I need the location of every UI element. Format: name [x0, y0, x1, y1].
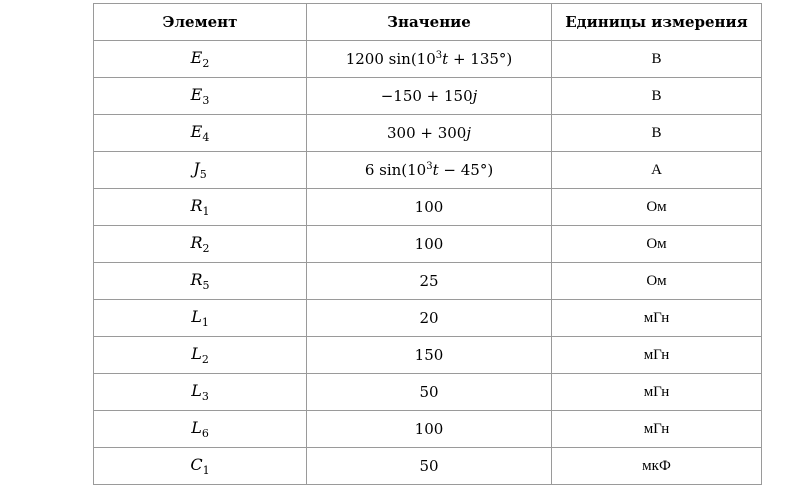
element-symbol-cell	[94, 152, 307, 189]
element-unit: Ом	[552, 226, 762, 263]
element-symbol-cell	[94, 78, 307, 115]
element-symbol: $R_1$	[190, 195, 210, 219]
table-body	[94, 41, 762, 485]
element-symbol-cell	[94, 411, 307, 448]
element-value: 1200 $\sin(10^3t + 135^\circ)$	[307, 41, 552, 78]
element-symbol-cell	[94, 115, 307, 152]
element-symbol-cell	[94, 226, 307, 263]
element-symbol-cell	[94, 41, 307, 78]
element-value: −150 + 150j	[307, 78, 552, 115]
table-row	[94, 226, 762, 263]
element-unit: мГн	[552, 300, 762, 337]
element-unit: В	[552, 115, 762, 152]
element-value: 100	[307, 189, 552, 226]
table-row	[94, 337, 762, 374]
element-symbol: $R_2$	[190, 232, 210, 256]
element-value: 100	[307, 226, 552, 263]
table-row	[94, 448, 762, 485]
table-row	[94, 78, 762, 115]
element-unit: Ом	[552, 263, 762, 300]
element-value: 100	[307, 411, 552, 448]
element-value: 300 + 300j	[307, 115, 552, 152]
element-value: 6 $\sin(10^3t - 45^\circ)$	[307, 152, 552, 189]
element-symbol: $C_1$	[190, 454, 210, 478]
element-unit: В	[552, 78, 762, 115]
header-element: Элемент	[94, 4, 307, 41]
table-row	[94, 374, 762, 411]
table-row	[94, 115, 762, 152]
header-row	[94, 4, 762, 41]
element-value: 150	[307, 337, 552, 374]
element-value: 25	[307, 263, 552, 300]
element-unit: А	[552, 152, 762, 189]
element-symbol-cell	[94, 189, 307, 226]
element-symbol-cell	[94, 300, 307, 337]
element-symbol: $R_5$	[190, 269, 210, 293]
element-symbol-cell	[94, 337, 307, 374]
table-row	[94, 300, 762, 337]
element-unit: В	[552, 41, 762, 78]
element-symbol: $E_2$	[190, 47, 210, 71]
element-symbol: $E_4$	[190, 121, 210, 145]
table-row	[94, 152, 762, 189]
element-value: 50	[307, 374, 552, 411]
element-symbol-cell	[94, 448, 307, 485]
parameters-table	[93, 3, 762, 485]
table-row	[94, 411, 762, 448]
element-unit: Ом	[552, 189, 762, 226]
element-unit: мГн	[552, 374, 762, 411]
element-symbol: $J_5$	[193, 158, 207, 182]
element-symbol: $L_6$	[191, 417, 209, 441]
element-symbol: $L_3$	[191, 380, 209, 404]
table-row	[94, 189, 762, 226]
header-value: Значение	[307, 4, 552, 41]
table-row	[94, 41, 762, 78]
element-symbol-cell	[94, 374, 307, 411]
element-unit: мкФ	[552, 448, 762, 485]
element-symbol: $L_2$	[191, 343, 209, 367]
element-unit: мГн	[552, 337, 762, 374]
element-value: 20	[307, 300, 552, 337]
element-symbol-cell	[94, 263, 307, 300]
element-symbol: $E_3$	[190, 84, 210, 108]
element-unit: мГн	[552, 411, 762, 448]
header-units: Единицы измерения	[552, 4, 762, 41]
element-symbol: $L_1$	[191, 306, 209, 330]
element-value: 50	[307, 448, 552, 485]
table-row	[94, 263, 762, 300]
